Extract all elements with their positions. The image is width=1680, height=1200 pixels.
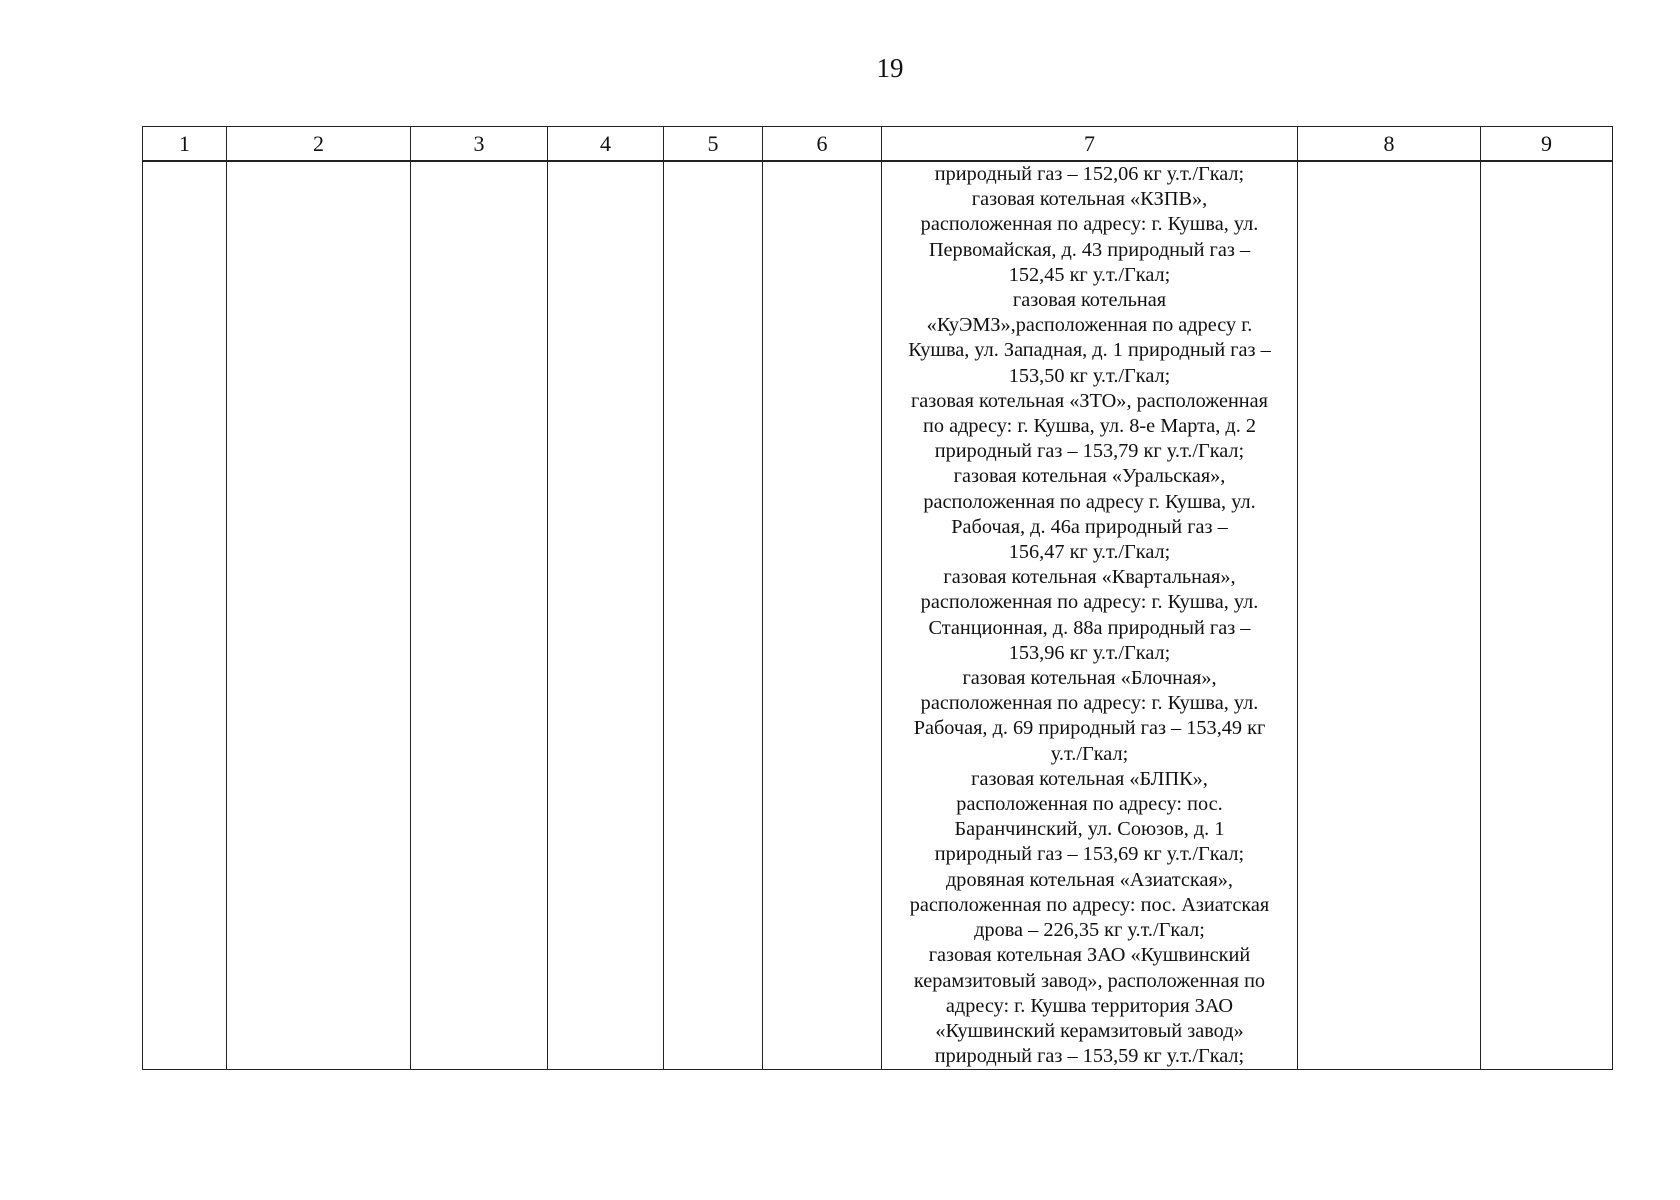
table-row: [143, 161, 1613, 1070]
text-line: Станционная, д. 88а природный газ –: [928, 616, 1251, 639]
header-col-3: 3: [411, 127, 548, 162]
text-line: газовая котельная: [1012, 289, 1167, 312]
text-line: дровяная котельная «Азиатская»,: [945, 868, 1233, 891]
cell-col-4: [548, 161, 664, 1070]
text-line: газовая котельная «Блочная»,: [962, 667, 1217, 690]
text-line: расположенная по адресу г. Кушва, ул.: [923, 490, 1256, 513]
text-line: по адресу: г. Кушва, ул. 8-е Марта, д. 2: [923, 415, 1256, 438]
cell-col-6: [763, 161, 882, 1070]
text-line: керамзитовый завод», расположенная по: [913, 969, 1266, 992]
header-col-4: 4: [548, 127, 664, 162]
text-line: природный газ – 153,79 кг у.т./Гкал;: [934, 440, 1245, 463]
text-line: 153,50 кг у.т./Гкал;: [1008, 364, 1171, 387]
data-table: [142, 126, 1613, 1070]
text-line: природный газ – 153,59 кг у.т./Гкал;: [934, 1045, 1245, 1068]
text-line: расположенная по адресу: г. Кушва, ул.: [920, 213, 1259, 236]
text-line: 153,96 кг у.т./Гкал;: [1008, 641, 1171, 664]
header-row: [143, 127, 1613, 162]
text-line: Первомайская, д. 43 природный газ –: [928, 238, 1251, 261]
cell-col-9: [1481, 161, 1613, 1070]
text-line: газовая котельная ЗАО «Кушвинский: [928, 944, 1251, 967]
text-line: 152,45 кг у.т./Гкал;: [1008, 263, 1171, 286]
text-line: расположенная по адресу: г. Кушва, ул.: [920, 591, 1259, 614]
text-line: 156,47 кг у.т./Гкал;: [1008, 541, 1171, 564]
header-col-2: 2: [227, 127, 411, 162]
text-line: у.т./Гкал;: [1050, 742, 1129, 765]
text-line: газовая котельная «КЗПВ»,: [971, 188, 1208, 211]
text-line: Рабочая, д. 46а природный газ –: [951, 515, 1228, 538]
header-col-5: 5: [664, 127, 763, 162]
text-line: Кушва, ул. Западная, д. 1 природный газ –: [908, 339, 1271, 362]
text-line: расположенная по адресу: пос. Азиатская: [909, 893, 1270, 916]
text-line: газовая котельная «Уральская»,: [953, 465, 1226, 488]
text-line: Рабочая, д. 69 природный газ – 153,49 кг: [913, 717, 1266, 740]
text-line: адресу: г. Кушва территория ЗАО: [945, 994, 1234, 1017]
text-line: природный газ – 153,69 кг у.т./Гкал;: [934, 843, 1245, 866]
header-col-1: 1: [143, 127, 227, 162]
text-line: Баранчинский, ул. Союзов, д. 1: [954, 818, 1225, 841]
header-col-8: 8: [1298, 127, 1481, 162]
text-line: природный газ – 152,06 кг у.т./Гкал;: [934, 163, 1245, 185]
text-line: «Кушвинский керамзитовый завод»: [935, 1019, 1244, 1042]
cell-col-1: [143, 161, 227, 1070]
header-col-7: 7: [882, 127, 1298, 162]
cell-col-2: [227, 161, 411, 1070]
text-line: дрова – 226,35 кг у.т./Гкал;: [974, 919, 1205, 942]
page-number: 19: [876, 53, 904, 83]
cell-col-5: [664, 161, 763, 1070]
header-col-6: 6: [763, 127, 882, 162]
cell-col-7-boiler-list: [882, 161, 1298, 1070]
cell-col-3: [411, 161, 548, 1070]
text-line: газовая котельная «Квартальная»,: [943, 566, 1236, 589]
text-line: «КуЭМЗ»,расположенная по адресу г.: [926, 314, 1253, 337]
header-col-9: 9: [1481, 127, 1613, 162]
text-line: газовая котельная «БЛПК»,: [971, 767, 1208, 790]
text-line: газовая котельная «ЗТО», расположенная: [910, 389, 1268, 412]
text-line: расположенная по адресу: г. Кушва, ул.: [920, 692, 1259, 715]
text-line: расположенная по адресу: пос.: [956, 793, 1223, 816]
cell-col-8: [1298, 161, 1481, 1070]
